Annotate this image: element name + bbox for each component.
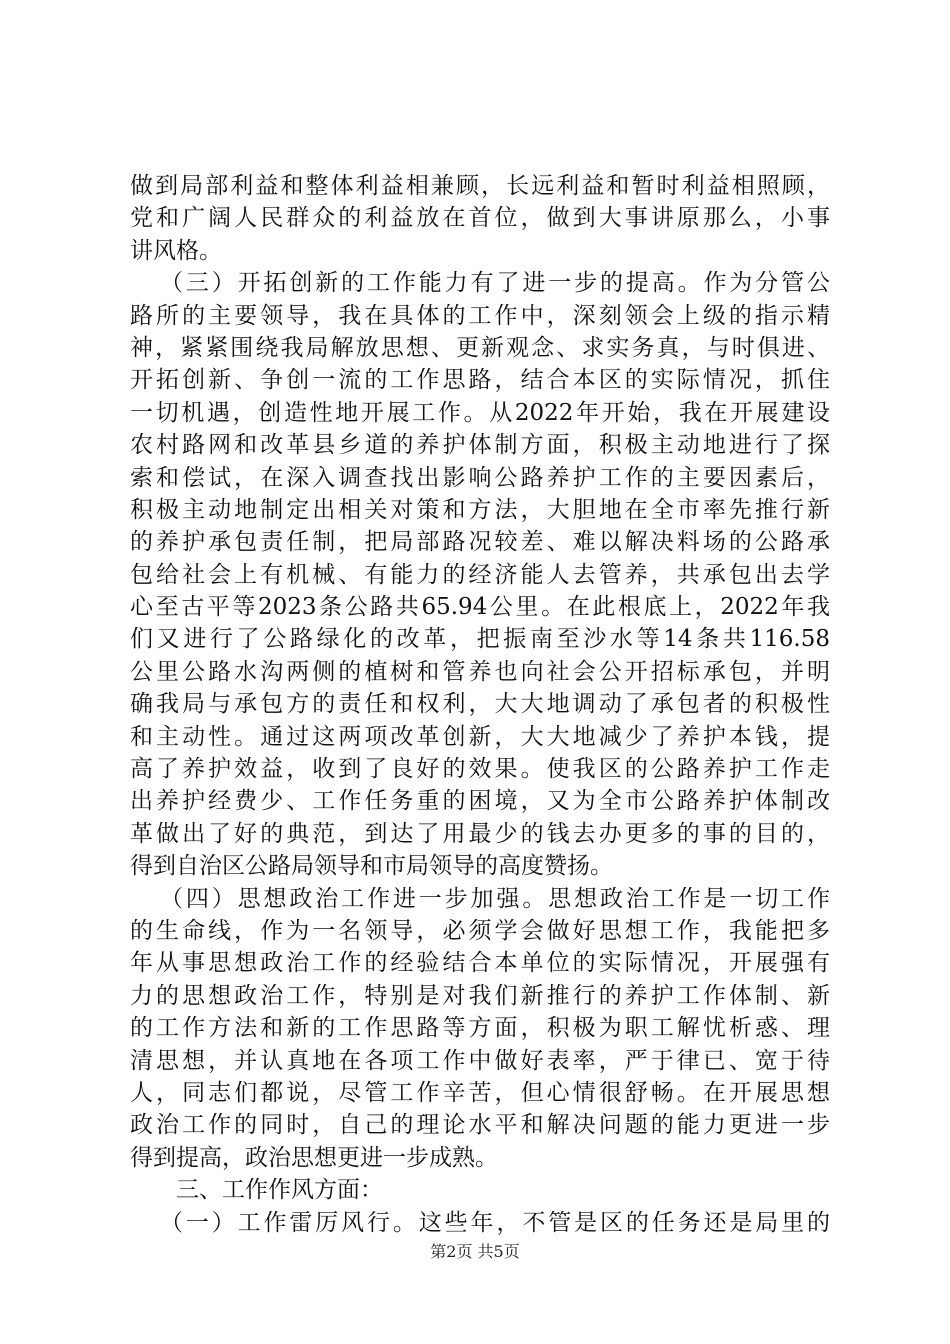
text-line: 确我局与承包方的责任和权利，大大地调动了承包者的积极性 xyxy=(130,691,830,718)
text-line: 神，紧紧围绕我局解放思想、更新观念、求实务真，与时俱进、 xyxy=(130,334,830,361)
text-line: 开拓创新、争创一流的工作思路，结合本区的实际情况，抓住 xyxy=(130,367,830,394)
text-line: 的养护承包责任制，把局部路况较差、难以解决料场的公路承 xyxy=(130,529,830,556)
page-footer xyxy=(0,1242,950,1262)
text-line: 农村路网和改革县乡道的养护体制方面，积极主动地进行了探 xyxy=(130,432,830,459)
document-body xyxy=(130,170,830,1239)
text-line: 做到局部利益和整体利益相兼顾，长远利益和暂时利益相照顾， xyxy=(130,173,830,199)
paragraph-start-line: （四）思想政治工作进一步加强。思想政治工作是一切工作 xyxy=(160,885,830,912)
text-line: 力的思想政治工作，特别是对我们新推行的养护工作体制、新 xyxy=(130,982,830,1009)
section-heading: 三、工作作风方面： xyxy=(176,1177,383,1204)
text-line: 公里公路水沟两侧的植树和管养也向社会公开招标承包，并明 xyxy=(130,658,830,685)
text-line: 人，同志们都说，尽管工作辛苦，但心情很舒畅。在开展思想 xyxy=(130,1079,830,1106)
text-line: 党和广阔人民群众的利益放在首位，做到大事讲原那么，小事 xyxy=(130,205,830,232)
text-line: 得到自治区公路局领导和市局领导的高度赞扬。 xyxy=(130,853,613,880)
text-line: 讲风格。 xyxy=(130,237,222,264)
text-line: 索和偿试，在深入调查找出影响公路养护工作的主要因素后， xyxy=(130,464,830,491)
text-line: 路所的主要领导，我在具体的工作中，深刻领会上级的指示精 xyxy=(130,302,830,329)
text-line: 积极主动地制定出相关对策和方法，大胆地在全市率先推行新 xyxy=(130,496,830,523)
text-line: 年从事思想政治工作的经验结合本单位的实际情况，开展强有 xyxy=(130,950,830,977)
text-line: 革做出了好的典范，到达了用最少的钱去办更多的事的目的， xyxy=(130,820,830,847)
text-line: 们又进行了公路绿化的改革，把振南至沙水等14条共116.58 xyxy=(130,626,830,653)
text-line: 高了养护效益，收到了良好的效果。使我区的公路养护工作走 xyxy=(130,756,830,783)
paragraph-start-line: （一）工作雷厉风行。这些年，不管是区的任务还是局里的 xyxy=(160,1209,830,1236)
text-line: 出养护经费少、工作任务重的困境，又为全市公路养护体制改 xyxy=(130,788,830,815)
text-line: 政治工作的同时，自己的理论水平和解决问题的能力更进一步 xyxy=(130,1112,830,1139)
text-line: 包给社会上有机械、有能力的经济能人去管养，共承包出去学 xyxy=(130,561,830,588)
paragraph-start-line: （三）开拓创新的工作能力有了进一步的提高。作为分管公 xyxy=(160,270,830,297)
text-line: 心至古平等2023条公路共65.94公里。在此根底上，2022年我 xyxy=(130,594,830,621)
text-line: 得到提高，政治思想更进一步成熟。 xyxy=(130,1144,498,1171)
text-line: 的生命线，作为一名领导，必须学会做好思想工作，我能把多 xyxy=(130,917,830,944)
text-line: 一切机遇，创造性地开展工作。从2022年开始，我在开展建设 xyxy=(130,399,830,426)
text-line: 和主动性。通过这两项改革创新，大大地减少了养护本钱，提 xyxy=(130,723,830,750)
text-line: 清思想，并认真地在各项工作中做好表率，严于律已、宽于待 xyxy=(130,1047,830,1074)
page-number: 第2页 共5页 xyxy=(430,1242,520,1261)
text-line: 的工作方法和新的工作思路等方面，积极为职工解忧析惑、理 xyxy=(130,1015,830,1042)
